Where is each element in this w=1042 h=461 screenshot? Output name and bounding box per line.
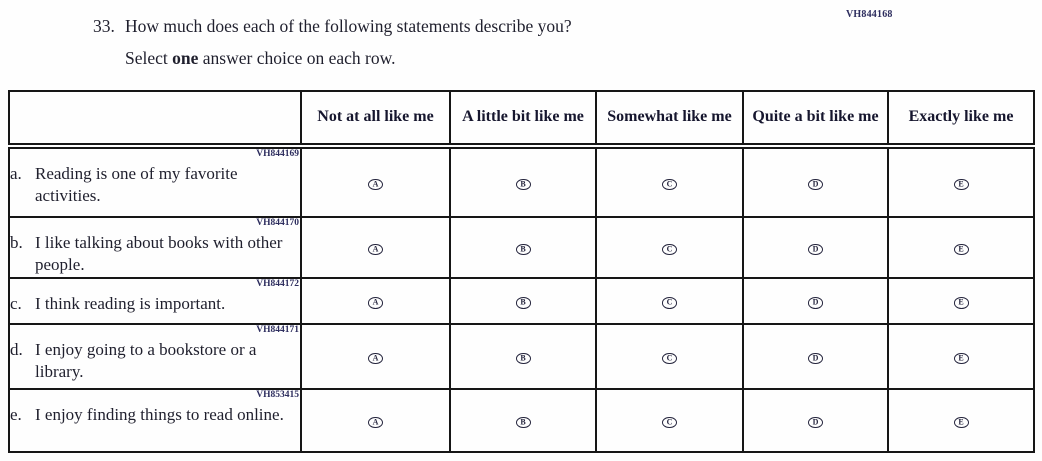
answer-bubble-c[interactable]: C <box>662 179 677 191</box>
answer-bubble-d[interactable]: D <box>808 353 823 365</box>
answer-cell <box>450 278 596 324</box>
answer-bubble-a[interactable]: A <box>368 353 383 365</box>
question-line <box>93 16 853 37</box>
answer-cell <box>888 278 1034 324</box>
answer-cell <box>301 217 450 278</box>
question-block <box>93 16 853 69</box>
row-statement-text: I enjoy finding things to read online. <box>35 405 284 425</box>
answer-cell <box>596 324 743 389</box>
answer-cell <box>596 217 743 278</box>
answer-bubble-a[interactable]: A <box>368 297 383 309</box>
question-number: 33. <box>93 16 115 36</box>
row-accession-code: VH844172 <box>256 279 299 289</box>
answer-bubble-e[interactable]: E <box>954 353 969 365</box>
answer-bubble-c[interactable]: C <box>662 417 677 429</box>
survey-matrix-table <box>8 90 1035 453</box>
statement <box>10 293 300 314</box>
answer-bubble-e[interactable]: E <box>954 244 969 256</box>
row-letter: b. <box>10 233 23 253</box>
answer-cell <box>450 217 596 278</box>
row-statement-text: I think reading is important. <box>35 294 226 314</box>
answer-cell <box>888 389 1034 452</box>
answer-cell <box>450 146 596 217</box>
statement <box>10 232 300 275</box>
answer-cell <box>743 217 888 278</box>
answer-cell <box>743 389 888 452</box>
row-letter: d. <box>10 340 23 360</box>
instruction-emphasis: one <box>172 48 199 68</box>
statement-cell <box>9 389 301 452</box>
answer-bubble-c[interactable]: C <box>662 244 677 256</box>
statement-cell <box>9 278 301 324</box>
row-statement-text: Reading is one of my favorite activities. <box>35 164 238 205</box>
answer-bubble-b[interactable]: B <box>516 417 531 429</box>
row-letter: e. <box>10 405 22 425</box>
instruction-suffix: answer choice on each row. <box>198 48 396 68</box>
answer-bubble-e[interactable]: E <box>954 179 969 191</box>
row-letter: a. <box>10 164 22 184</box>
column-header-somewhat: Somewhat like me <box>596 91 743 146</box>
answer-cell <box>743 146 888 217</box>
header-blank-cell <box>9 91 301 146</box>
answer-cell <box>301 278 450 324</box>
answer-bubble-a[interactable]: A <box>368 417 383 429</box>
statement <box>10 163 300 206</box>
answer-bubble-d[interactable]: D <box>808 417 823 429</box>
column-header-quite-a-bit: Quite a bit like me <box>743 91 888 146</box>
answer-cell <box>596 146 743 217</box>
answer-cell <box>743 278 888 324</box>
answer-cell <box>596 389 743 452</box>
answer-cell <box>888 324 1034 389</box>
column-header-a-little-bit: A little bit like me <box>450 91 596 146</box>
row-accession-code: VH844169 <box>256 149 299 159</box>
answer-bubble-c[interactable]: C <box>662 353 677 365</box>
table-row-d <box>9 324 1034 389</box>
row-statement-text: I enjoy going to a bookstore or a library. <box>35 340 257 381</box>
table-row-c <box>9 278 1034 324</box>
answer-cell <box>301 389 450 452</box>
table-row-b <box>9 217 1034 278</box>
answer-cell <box>301 146 450 217</box>
answer-cell <box>596 278 743 324</box>
answer-cell <box>450 389 596 452</box>
answer-bubble-b[interactable]: B <box>516 297 531 309</box>
answer-bubble-b[interactable]: B <box>516 244 531 256</box>
row-statement-text: I like talking about books with other people. <box>35 233 283 274</box>
answer-bubble-d[interactable]: D <box>808 179 823 191</box>
table-row-a <box>9 146 1034 217</box>
answer-cell <box>301 324 450 389</box>
answer-cell <box>888 146 1034 217</box>
header-row <box>9 91 1034 146</box>
item-accession-code: VH844168 <box>846 9 893 20</box>
statement-cell <box>9 217 301 278</box>
answer-bubble-c[interactable]: C <box>662 297 677 309</box>
column-header-not-at-all: Not at all like me <box>301 91 450 146</box>
answer-cell <box>450 324 596 389</box>
row-accession-code: VH844170 <box>256 218 299 228</box>
statement-cell <box>9 324 301 389</box>
answer-bubble-a[interactable]: A <box>368 179 383 191</box>
instruction-prefix: Select <box>125 48 173 68</box>
row-accession-code: VH853415 <box>256 390 299 400</box>
answer-cell <box>888 217 1034 278</box>
statement-cell <box>9 146 301 217</box>
question-instruction <box>125 48 853 69</box>
statement <box>10 339 300 382</box>
answer-bubble-b[interactable]: B <box>516 353 531 365</box>
column-header-exactly: Exactly like me <box>888 91 1034 146</box>
question-text: How much does each of the following statements describe you? <box>125 16 572 36</box>
answer-bubble-e[interactable]: E <box>954 417 969 429</box>
answer-bubble-e[interactable]: E <box>954 297 969 309</box>
answer-bubble-d[interactable]: D <box>808 244 823 256</box>
answer-bubble-a[interactable]: A <box>368 244 383 256</box>
answer-cell <box>743 324 888 389</box>
row-letter: c. <box>10 294 22 314</box>
answer-bubble-d[interactable]: D <box>808 297 823 309</box>
answer-bubble-b[interactable]: B <box>516 179 531 191</box>
statement <box>10 404 300 425</box>
table-row-e <box>9 389 1034 452</box>
row-accession-code: VH844171 <box>256 325 299 335</box>
